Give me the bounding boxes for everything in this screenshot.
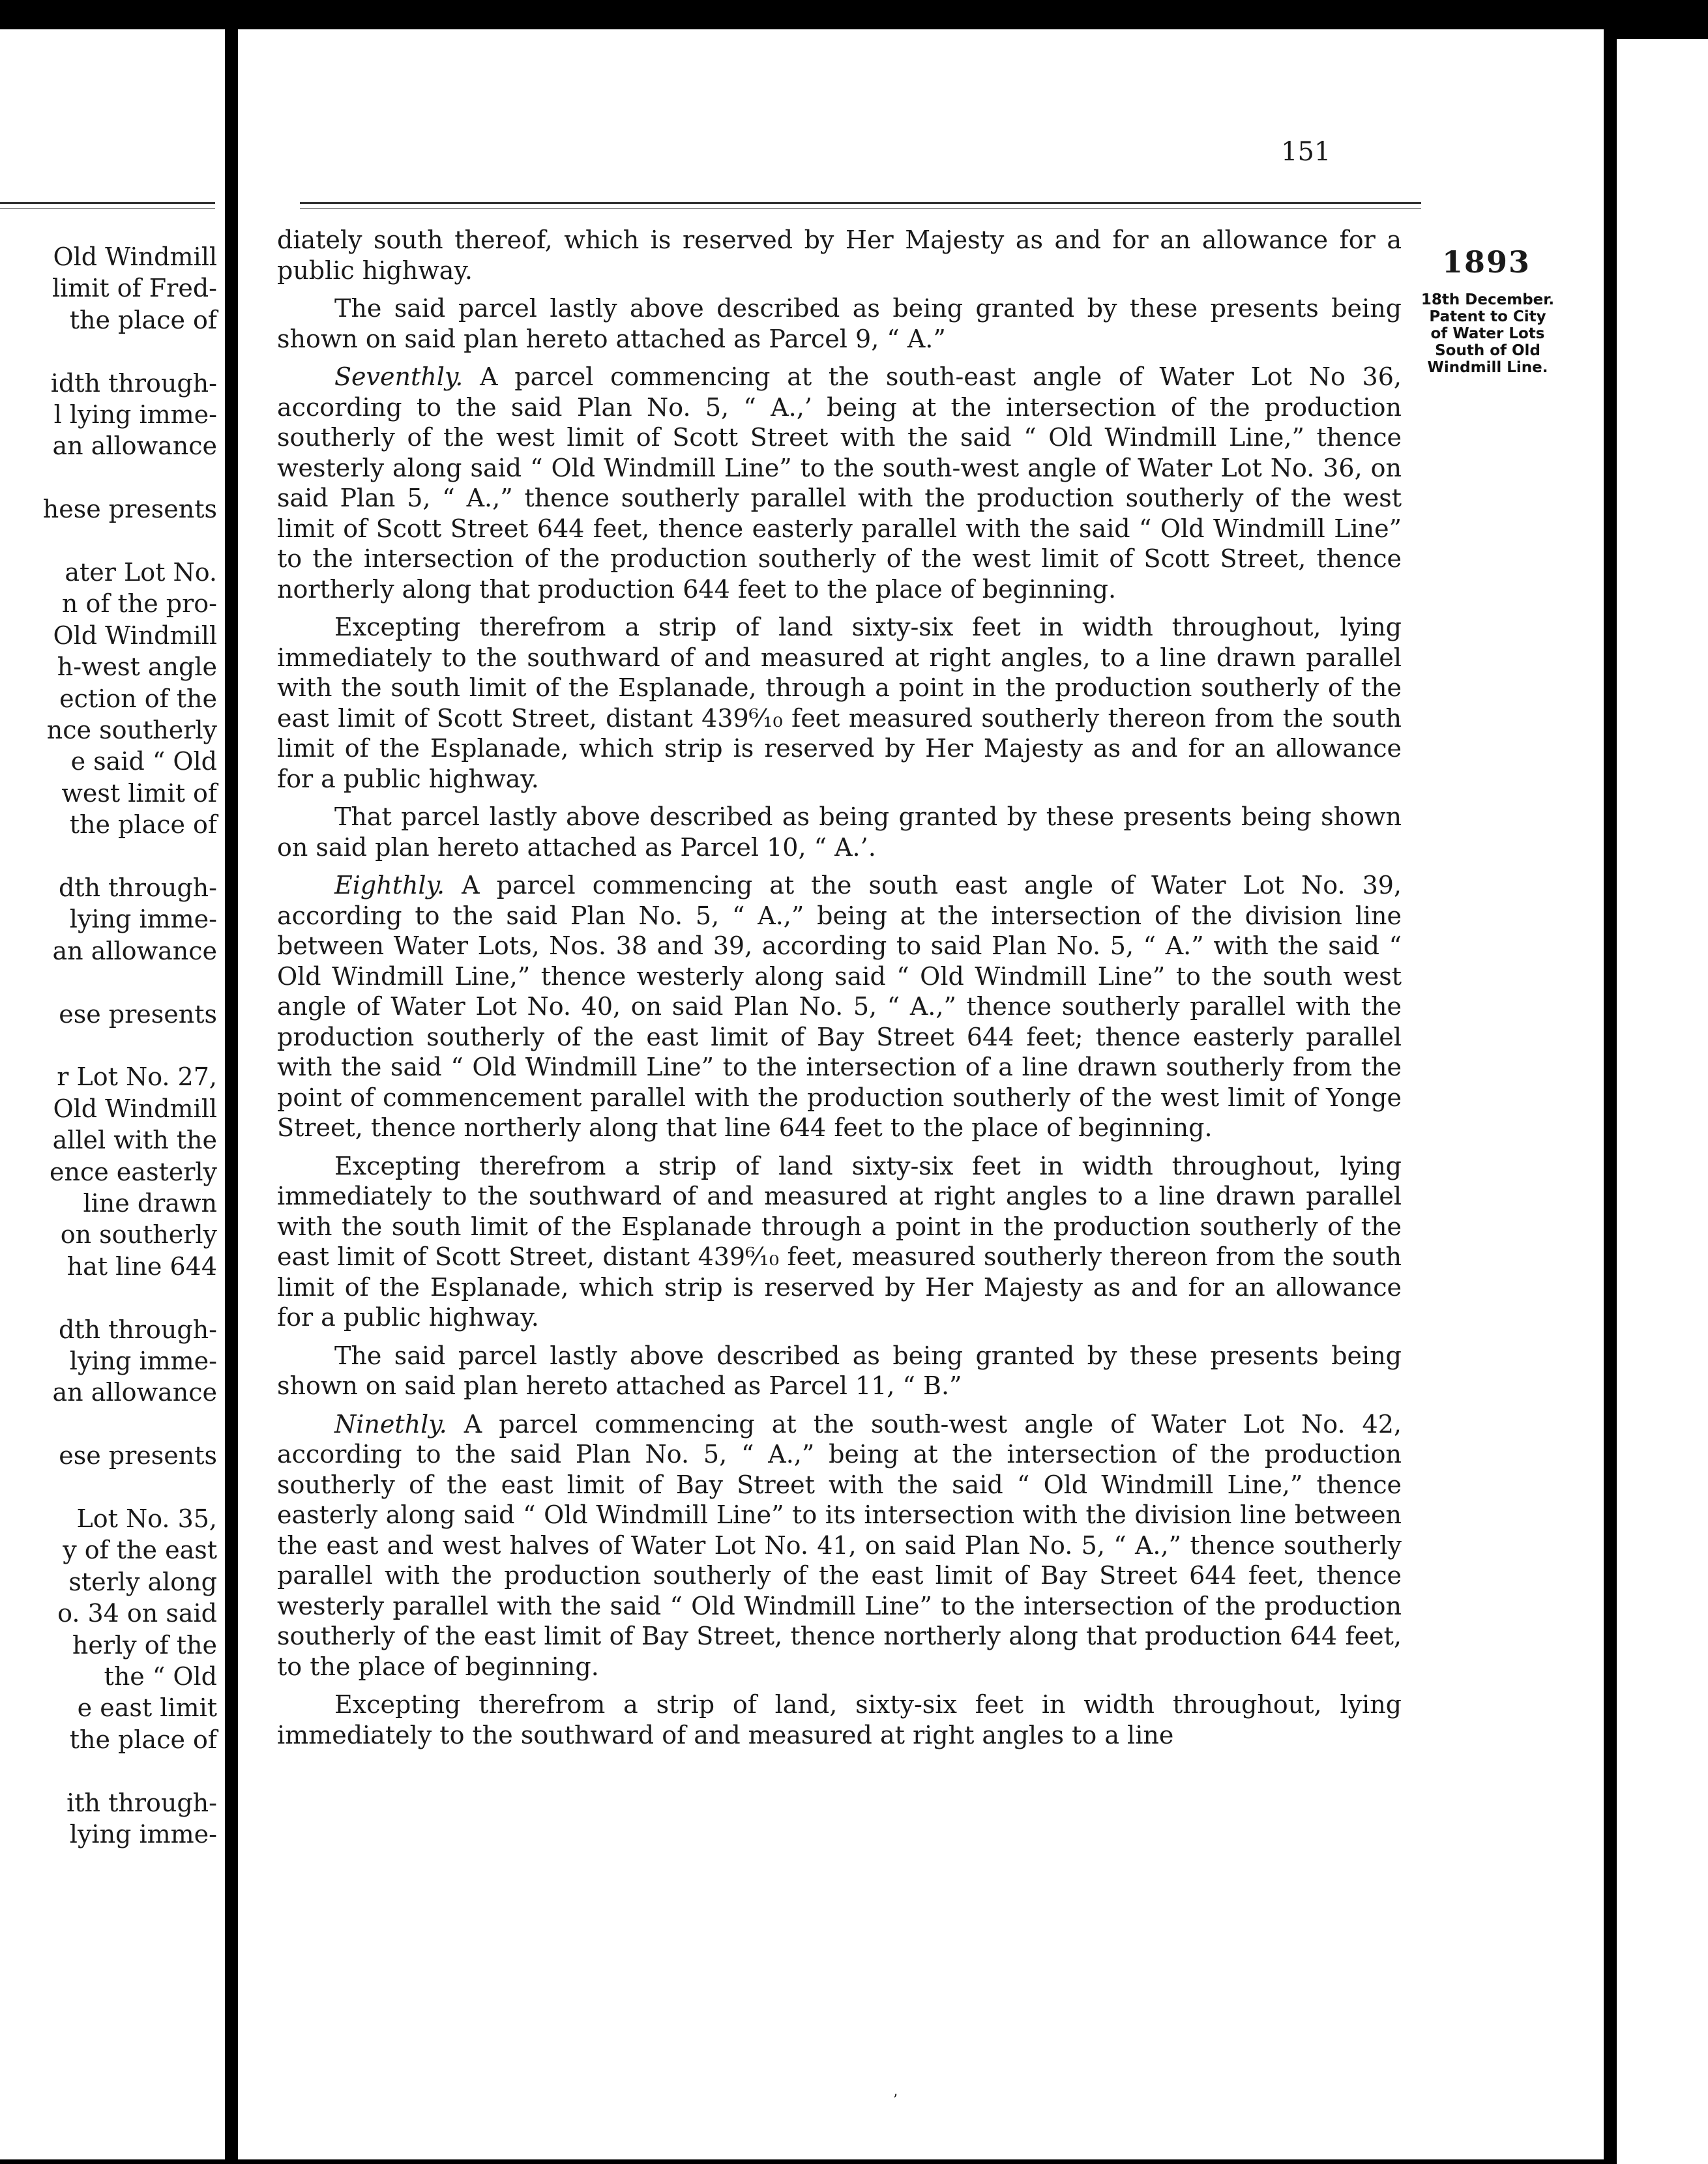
- paragraph-text: A parcel commencing at the south-east angle of Water Lot No 36, according to the said Plan No. 5, “ A.,’ being at the intersection of the production southerly of the west limit of Scott Street with the said “ Old Windmill Line,” thence westerly along said “ Old Windmill Line” to the south-west angle of Water Lot No. 36, on said Plan 5, “ A.,” thence southerly parallel with the production southerly of the west limit of Scott Street 644 feet, thence easterly parallel with the said “ Old Windmill Line” to the intersection of the production southerly of the west limit of Scott Street, thence northerly along that production 644 feet to the place of beginning.: [277, 362, 1402, 604]
- margin-note-line: Windmill Line.: [1427, 359, 1548, 376]
- facing-page-line: lying imme-: [69, 1347, 217, 1375]
- facing-page-line: hese presents: [42, 495, 217, 524]
- margin-year: 1893: [1441, 244, 1531, 280]
- margin-note-line: of Water Lots: [1430, 325, 1545, 342]
- facing-page-line: limit of Fred-: [52, 274, 217, 303]
- facing-page-line: lying imme-: [69, 905, 217, 934]
- facing-page-line: the place of: [69, 810, 217, 840]
- page-edge: [1617, 39, 1708, 2164]
- facing-page-line: e said “ Old: [70, 747, 217, 776]
- margin-note-line: Patent to City: [1429, 308, 1546, 325]
- facing-page-line: the place of: [69, 305, 217, 334]
- margin-note-line: 18th December.: [1421, 291, 1555, 308]
- facing-page-line: ater Lot No.: [65, 558, 217, 587]
- facing-page-line: idth through-: [50, 368, 217, 398]
- document-page: [238, 29, 1604, 2159]
- paragraph-lead: Eighthly.: [334, 871, 445, 899]
- facing-page-line: h-west angle: [57, 652, 217, 682]
- facing-page-line: Old Windmill: [53, 1094, 217, 1123]
- facing-page-line: l lying imme-: [53, 400, 217, 429]
- facing-page-line: on southerly: [60, 1220, 217, 1250]
- facing-page-line: ection of the: [59, 684, 217, 713]
- margin-note-line: South of Old: [1435, 342, 1540, 359]
- facing-page-line: an allowance: [52, 1378, 217, 1407]
- facing-page-fragment: [0, 29, 225, 2159]
- facing-page-line: y of the east: [63, 1536, 217, 1565]
- paragraph: Excepting therefrom a strip of land sixty-six feet in width throughout, lying immediately to the southward of and measured at right angles, to a line drawn parallel with the south limit of the Esplanade, through a point in the production southerly of the east limit of Scott Street, distant 439⁶⁄₁₀ feet measured southerly thereon from the south limit of the Esplanade, which strip is reserved by Her Majesty as and for an allowance for a public highway.: [277, 613, 1402, 793]
- facing-page-line: dth through-: [58, 873, 217, 902]
- paragraph-lead: Ninethly.: [334, 1409, 447, 1439]
- facing-page-line: ese presents: [59, 1441, 217, 1470]
- facing-page-line: herly of the: [72, 1630, 217, 1660]
- facing-page-line: an allowance: [52, 936, 217, 965]
- facing-page-line: o. 34 on said: [57, 1599, 217, 1628]
- paragraph-lead: Seventhly.: [334, 362, 464, 391]
- paragraph: That parcel lastly above described as being granted by these presents being shown on said plan hereto attached as Parcel 10, “ A.’.: [277, 802, 1402, 862]
- facing-page-line: west limit of: [61, 778, 217, 808]
- paragraph: Excepting therefrom a strip of land, sixty-six feet in width throughout, lying immediately to the southward of and measured at right angles to a line: [277, 1690, 1402, 1749]
- footer-mark: ’: [893, 2092, 898, 2109]
- paragraph: [277, 1409, 1402, 1682]
- facing-page-line: Old Windmill: [53, 621, 217, 650]
- paragraph-text: A parcel commencing at the south-west angle of Water Lot No. 42, according to the said Plan No. 5, “ A.,” being at the intersection of the production southerly of the east limit of Bay Street with the said “ Old Windmill Line,” thence easterly along said “ Old Windmill Line” to its intersection with the division line between the east and west halves of Water Lot No. 41, on said Plan No. 5, “ A.,” thence southerly parallel with the production southerly of the east limit of Bay Street 644 feet, thence westerly parallel with the said “ Old Windmill Line” to the intersection of the production southerly of the east limit of Bay Street, thence northerly along that production 644 feet, to the place of beginning.: [277, 1409, 1402, 1681]
- facing-page-line: allel with the: [52, 1126, 217, 1155]
- paragraph: Excepting therefrom a strip of land sixty-six feet in width throughout, lying immediately to the southward of and measured at right angles to a line drawn parallel with the south limit of the Esplanade through a point in the production southerly of the east limit of Scott Street, distant 439⁶⁄₁₀ feet, measured southerly thereon from the south limit of the Esplanade, which strip is reserved by Her Majesty as and for an allowance for a public highway.: [277, 1151, 1402, 1332]
- facing-page-line: hat line 644: [66, 1251, 217, 1281]
- facing-page-line: line drawn: [83, 1189, 217, 1218]
- facing-page-rule: [0, 202, 215, 209]
- header-rule: [300, 202, 1421, 209]
- facing-page-line: nce southerly: [46, 716, 217, 744]
- margin-note: [1380, 291, 1595, 376]
- facing-page-line: lying imme-: [69, 1820, 217, 1849]
- paragraph: diately south thereof, which is reserved by Her Majesty as and for an allowance for a public highway.: [277, 226, 1402, 285]
- paragraph-text: A parcel commencing at the south east angle of Water Lot No. 39, according to the said Plan No. 5, “ A.,” being at the intersection of the division line between Water Lots, Nos. 38 and 39, according to said Plan No. 5, “ A.” with the said “ Old Windmill Line,” thence westerly along said “ Old Windmill Line” to the south west angle of Water Lot No. 40, on said Plan No. 5, “ A.,” thence southerly parallel with the production southerly of the east limit of Bay Street 644 feet; thence easterly parallel with the said “ Old Windmill Line” to the intersection of a line drawn southerly from the point of commencement parallel with the production southerly of the west limit of Yonge Street, thence northerly along that line 644 feet to the place of beginning.: [277, 871, 1402, 1142]
- body-text: [277, 225, 1402, 1758]
- facing-page-line: ence easterly: [49, 1157, 217, 1186]
- facing-page-line: e east limit: [77, 1693, 217, 1723]
- paragraph: The said parcel lastly above described as being granted by these presents being shown on said plan hereto attached as Parcel 11, “ B.”: [277, 1341, 1402, 1400]
- facing-page-line: an allowance: [52, 431, 217, 461]
- paragraph: [277, 362, 1402, 604]
- page-number: 151: [1281, 137, 1331, 167]
- facing-page-line: Old Windmill: [53, 242, 217, 271]
- facing-page-line: ith through-: [66, 1788, 217, 1817]
- paragraph: The said parcel lastly above described as being granted by these presents being shown on said plan hereto attached as Parcel 9, “ A.”: [277, 294, 1402, 353]
- paragraph: [277, 870, 1402, 1143]
- facing-page-line: dth through-: [58, 1315, 217, 1344]
- facing-page-line: n of the pro-: [61, 589, 217, 619]
- facing-page-line: r Lot No. 27,: [57, 1062, 217, 1092]
- facing-page-line: sterly along: [68, 1567, 217, 1596]
- facing-page-line: ese presents: [59, 999, 217, 1029]
- facing-page-line: the “ Old: [104, 1662, 217, 1691]
- facing-page-line: the place of: [69, 1725, 217, 1754]
- facing-page-line: Lot No. 35,: [76, 1504, 217, 1533]
